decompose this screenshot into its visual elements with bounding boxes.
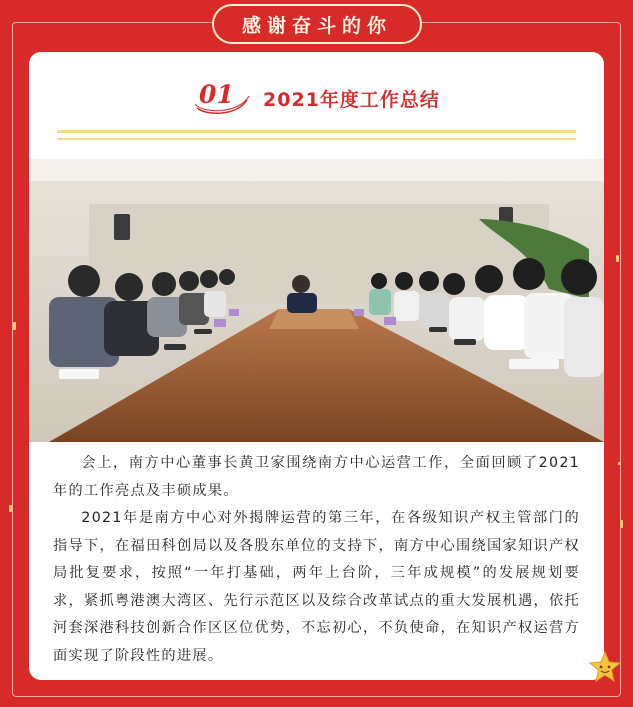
paragraph: 会上，南方中心董事长黄卫家围绕南方中心运营工作，全面回顾了2021年的工作亮点及丰硕成果。 — [53, 455, 580, 499]
meeting-photo — [29, 159, 604, 442]
banner-text: 感谢奋斗的你 — [241, 14, 392, 37]
section-number: 01 — [199, 80, 234, 109]
sparkle-decoration — [9, 505, 12, 512]
banner — [212, 4, 422, 44]
sparkle-decoration — [616, 255, 619, 262]
sparkle-decoration — [13, 322, 16, 330]
divider — [57, 138, 576, 140]
section-heading — [29, 78, 604, 118]
sparkle-decoration — [620, 520, 623, 528]
content-card — [29, 52, 604, 680]
meeting-photo-illustration — [29, 159, 604, 442]
section-number-badge — [193, 78, 251, 118]
paragraph: 2021年是南方中心对外揭牌运营的第三年，在各级知识产权主管部门的指导下，在福田科创局以及各股东单位的支持下，南方中心围绕国家知识产权局批复要求，按照“一年打基础，两年上台阶，三年成规模”的发展规划要求，紧抓粤港澳大湾区、先行示范区以及综合改革试点的重大发展机遇，依托河套深港科技创新合作区区位优势，不忘初心，不负使命，在知识产权运营方面实现了阶段性的进展。 — [53, 510, 580, 664]
article-body — [53, 450, 580, 670]
divider — [57, 130, 576, 133]
section-title: 2021年度工作总结 — [263, 88, 440, 111]
star-icon — [588, 650, 622, 684]
sparkle-decoration — [618, 462, 621, 465]
